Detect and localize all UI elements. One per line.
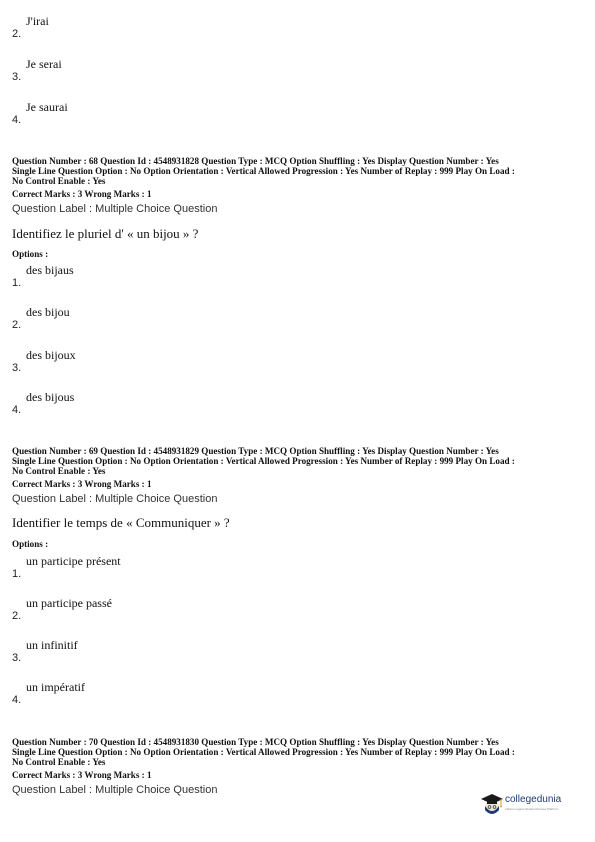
option-number: 3. [12,362,22,374]
option-text: un participe présent [26,554,121,568]
option-text: des bijous [26,390,75,404]
question-text: Identifier le temps de « Communiquer » ? [12,515,230,530]
option-number: 2. [12,28,22,40]
option-text: Je saurai [26,100,68,114]
options-heading: Options : [12,249,49,259]
option-text: un participe passé [26,596,112,610]
option-text: un infinitif [26,638,78,652]
option-number: 2. [12,319,22,331]
question-label: Question Label : Multiple Choice Question [12,493,218,505]
meta-line: No Control Enable : Yes [12,757,106,767]
option-text: un impératif [26,680,85,694]
meta-line: Single Line Question Option : No Option Orientation : Vertical Allowed Progression : Yes Number of Replay : 999 Play On Load : [12,747,515,757]
question-meta [12,446,586,476]
option-number: 2. [12,610,22,622]
meta-line: Single Line Question Option : No Option Orientation : Vertical Allowed Progression : Yes Number of Replay : 999 Play On Load : [12,456,515,466]
option-3[interactable] [12,638,312,664]
logo-tagline: India's Largest Student Review Platform [505,807,559,811]
question-text: Identifiez le pluriel d' « un bijou » ? [12,226,199,241]
option-text: Je serai [26,57,62,71]
meta-line: Question Number : 70 Question Id : 4548931830 Question Type : MCQ Option Shuffling : Yes Display Question Number : Yes [12,737,499,747]
question-label: Question Label : Multiple Choice Question [12,784,218,796]
option-text: des bijaus [26,263,74,277]
option-number: 3. [12,652,22,664]
meta-line: Single Line Question Option : No Option Orientation : Vertical Allowed Progression : Yes Number of Replay : 999 Play On Load : [12,166,515,176]
option-1[interactable] [12,554,312,580]
question-marks: Correct Marks : 3 Wrong Marks : 1 [12,770,152,780]
options-heading: Options : [12,539,49,549]
option-4[interactable] [12,100,312,126]
meta-line: No Control Enable : Yes [12,466,106,476]
question-meta [12,156,586,186]
option-text: des bijoux [26,348,76,362]
question-meta [12,737,586,767]
question-marks: Correct Marks : 3 Wrong Marks : 1 [12,189,152,199]
option-number: 4. [12,404,22,416]
option-number: 4. [12,694,22,706]
graduate-cap-icon [480,792,504,816]
option-2[interactable] [12,596,312,622]
option-number: 1. [12,277,22,289]
option-number: 4. [12,114,22,126]
question-marks: Correct Marks : 3 Wrong Marks : 1 [12,479,152,489]
collegedunia-logo [480,790,580,820]
option-text: J'irai [26,14,49,28]
option-2[interactable] [12,14,312,40]
meta-line: Question Number : 68 Question Id : 4548931828 Question Type : MCQ Option Shuffling : Yes Display Question Number : Yes [12,156,499,166]
option-number: 3. [12,71,22,83]
option-2[interactable] [12,305,312,331]
question-label: Question Label : Multiple Choice Question [12,203,218,215]
option-4[interactable] [12,390,312,416]
option-4[interactable] [12,680,312,706]
option-3[interactable] [12,348,312,374]
option-number: 1. [12,568,22,580]
option-3[interactable] [12,57,312,83]
logo-wordmark: collegedunia [505,794,562,805]
option-text: des bijou [26,305,70,319]
option-1[interactable] [12,263,312,289]
meta-line: Question Number : 69 Question Id : 4548931829 Question Type : MCQ Option Shuffling : Yes Display Question Number : Yes [12,446,499,456]
meta-line: No Control Enable : Yes [12,176,106,186]
